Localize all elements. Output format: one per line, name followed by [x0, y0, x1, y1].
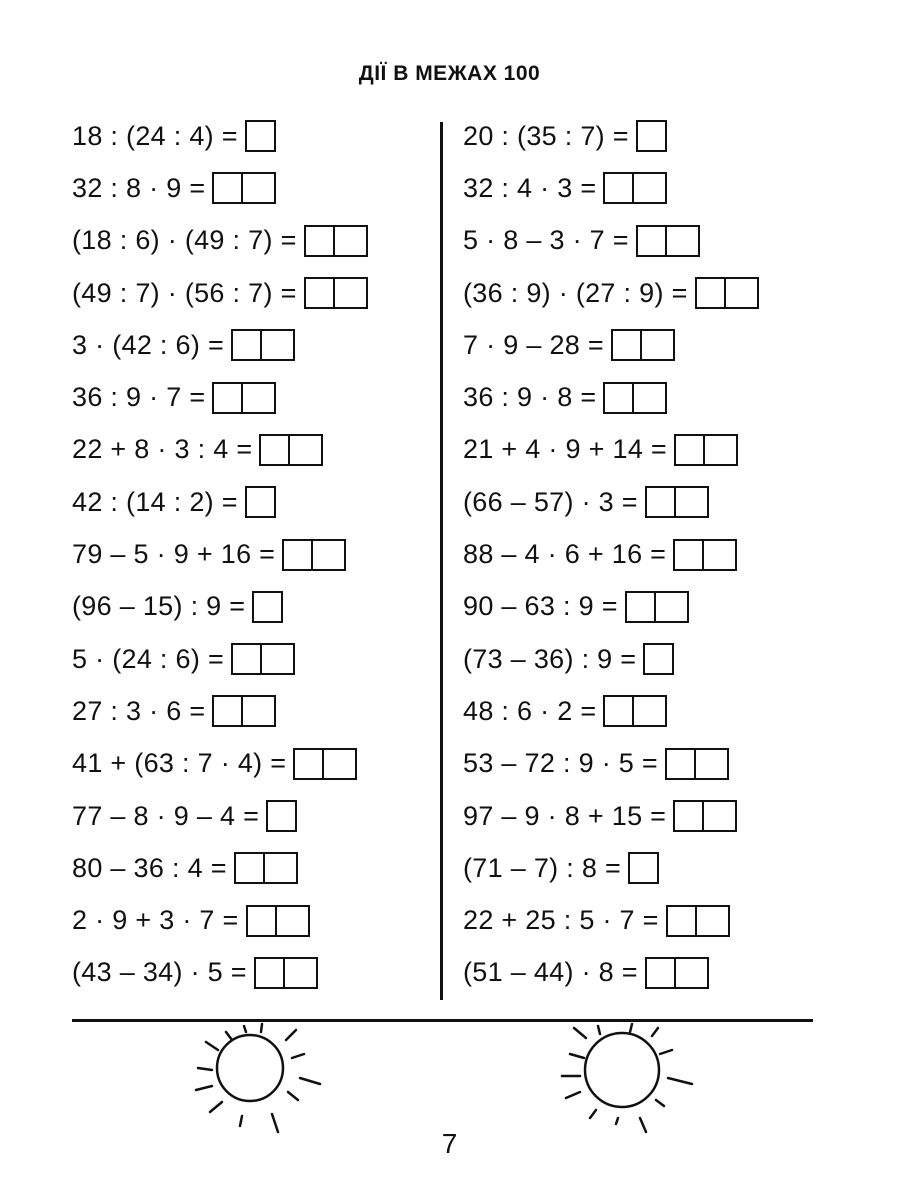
exercise-expression: 36 : 9 · 8 = — [463, 382, 597, 413]
exercise-expression: 48 : 6 · 2 = — [463, 695, 597, 726]
answer-digit-box[interactable] — [676, 486, 709, 518]
sun-icon — [188, 1020, 328, 1140]
answer-digit-box[interactable] — [645, 957, 676, 989]
answer-digit-box[interactable] — [695, 277, 726, 309]
exercise-row — [463, 319, 759, 371]
answer-digit-box[interactable] — [603, 172, 634, 204]
answer-digit-box[interactable] — [628, 852, 659, 884]
answer-digit-box[interactable] — [634, 382, 667, 414]
answer-digit-box[interactable] — [304, 277, 335, 309]
answer-boxes — [266, 800, 297, 832]
answer-digit-box[interactable] — [335, 277, 368, 309]
exercise-expression: (36 : 9) · (27 : 9) = — [463, 277, 688, 308]
exercise-expression: 3 · (42 : 6) = — [72, 329, 225, 360]
answer-digit-box[interactable] — [674, 434, 705, 466]
exercise-expression: 22 + 25 : 5 · 7 = — [463, 905, 659, 936]
answer-boxes — [212, 172, 276, 204]
exercise-expression: 22 + 8 · 3 : 4 = — [72, 434, 253, 465]
answer-digit-box[interactable] — [231, 329, 262, 361]
exercise-row — [463, 476, 759, 528]
exercise-expression: 53 – 72 : 9 · 5 = — [463, 748, 658, 779]
answer-digit-box[interactable] — [262, 329, 295, 361]
answer-boxes — [625, 591, 689, 623]
exercise-expression: (96 – 15) : 9 = — [72, 591, 246, 622]
answer-digit-box[interactable] — [726, 277, 759, 309]
answer-digit-box[interactable] — [212, 382, 243, 414]
answer-boxes — [252, 591, 283, 623]
exercise-row — [463, 947, 759, 999]
answer-boxes — [259, 434, 323, 466]
exercise-row — [72, 738, 368, 790]
exercise-row — [463, 424, 759, 476]
exercise-expression: 27 : 3 · 6 = — [72, 695, 206, 726]
answer-boxes — [212, 382, 276, 414]
exercise-expression: 5 · (24 : 6) = — [72, 643, 225, 674]
answer-digit-box[interactable] — [234, 852, 265, 884]
answer-digit-box[interactable] — [634, 172, 667, 204]
answer-digit-box[interactable] — [282, 539, 313, 571]
answer-digit-box[interactable] — [676, 957, 709, 989]
answer-digit-box[interactable] — [704, 800, 737, 832]
right-exercise-column — [463, 110, 759, 999]
answer-boxes — [304, 277, 368, 309]
answer-boxes — [231, 643, 295, 675]
answer-boxes — [636, 120, 667, 152]
answer-digit-box[interactable] — [335, 225, 368, 257]
answer-boxes — [673, 539, 737, 571]
answer-digit-box[interactable] — [666, 905, 697, 937]
exercise-expression: 97 – 9 · 8 + 15 = — [463, 800, 667, 831]
answer-boxes — [246, 905, 310, 937]
answer-digit-box[interactable] — [212, 172, 243, 204]
exercise-expression: 21 + 4 · 9 + 14 = — [463, 434, 668, 465]
exercise-row — [72, 267, 368, 319]
exercise-row — [463, 842, 759, 894]
answer-digit-box[interactable] — [243, 695, 276, 727]
answer-digit-box[interactable] — [697, 905, 730, 937]
exercise-row — [463, 215, 759, 267]
exercise-row — [463, 790, 759, 842]
exercise-row — [463, 371, 759, 423]
bottom-rule — [72, 1019, 813, 1022]
answer-digit-box[interactable] — [665, 748, 696, 780]
exercise-row — [463, 528, 759, 580]
exercise-row — [72, 842, 368, 894]
exercise-row — [463, 685, 759, 737]
answer-boxes — [673, 800, 737, 832]
exercise-row — [72, 476, 368, 528]
answer-digit-box[interactable] — [254, 957, 285, 989]
answer-boxes — [245, 120, 276, 152]
answer-digit-box[interactable] — [611, 329, 642, 361]
answer-digit-box[interactable] — [243, 172, 276, 204]
answer-digit-box[interactable] — [212, 695, 243, 727]
exercise-expression: (51 – 44) · 8 = — [463, 957, 638, 988]
answer-digit-box[interactable] — [277, 905, 310, 937]
exercise-expression: 80 – 36 : 4 = — [72, 852, 227, 883]
exercise-expression: 7 · 9 – 28 = — [463, 329, 604, 360]
answer-digit-box[interactable] — [245, 120, 276, 152]
answer-digit-box[interactable] — [705, 434, 738, 466]
answer-boxes — [304, 225, 368, 257]
answer-digit-box[interactable] — [313, 539, 346, 571]
exercise-row — [72, 947, 368, 999]
answer-digit-box[interactable] — [285, 957, 318, 989]
exercise-expression: 42 : (14 : 2) = — [72, 486, 238, 517]
exercise-row — [72, 110, 368, 162]
answer-digit-box[interactable] — [656, 591, 689, 623]
answer-digit-box[interactable] — [246, 905, 277, 937]
answer-digit-box[interactable] — [667, 225, 700, 257]
exercise-row — [463, 110, 759, 162]
answer-digit-box[interactable] — [265, 852, 298, 884]
answer-boxes — [636, 225, 700, 257]
answer-digit-box[interactable] — [645, 486, 676, 518]
exercise-expression: (49 : 7) · (56 : 7) = — [72, 277, 297, 308]
exercise-expression: 36 : 9 · 7 = — [72, 382, 206, 413]
exercise-row — [72, 581, 368, 633]
exercise-row — [72, 633, 368, 685]
answer-boxes — [695, 277, 759, 309]
exercise-expression: (71 – 7) : 8 = — [463, 852, 622, 883]
sun-icon — [560, 1020, 700, 1140]
answer-digit-box[interactable] — [643, 643, 674, 675]
exercise-row — [72, 371, 368, 423]
answer-digit-box[interactable] — [293, 748, 324, 780]
exercise-expression: 2 · 9 + 3 · 7 = — [72, 905, 239, 936]
exercise-row — [463, 738, 759, 790]
exercise-expression: 88 – 4 · 6 + 16 = — [463, 539, 667, 570]
answer-boxes — [611, 329, 675, 361]
exercise-expression: 77 – 8 · 9 – 4 = — [72, 800, 260, 831]
left-exercise-column — [72, 110, 368, 999]
column-divider — [440, 122, 443, 1000]
answer-boxes — [231, 329, 295, 361]
answer-boxes — [245, 486, 276, 518]
exercise-expression: 20 : (35 : 7) = — [463, 120, 629, 151]
exercise-row — [72, 424, 368, 476]
answer-boxes — [643, 643, 674, 675]
exercise-row — [72, 894, 368, 946]
answer-digit-box[interactable] — [259, 434, 290, 466]
answer-digit-box[interactable] — [704, 539, 737, 571]
answer-digit-box[interactable] — [243, 382, 276, 414]
answer-boxes — [645, 486, 709, 518]
answer-boxes — [603, 695, 667, 727]
answer-boxes — [234, 852, 298, 884]
page-title: ДІЇ В МЕЖАХ 100 — [358, 62, 541, 85]
exercise-row — [463, 894, 759, 946]
answer-boxes — [666, 905, 730, 937]
answer-digit-box[interactable] — [696, 748, 729, 780]
exercise-expression: 32 : 4 · 3 = — [463, 172, 597, 203]
exercise-expression: 18 : (24 : 4) = — [72, 120, 238, 151]
exercise-expression: 5 · 8 – 3 · 7 = — [463, 225, 629, 256]
answer-boxes — [254, 957, 318, 989]
answer-boxes — [282, 539, 346, 571]
answer-digit-box[interactable] — [636, 225, 667, 257]
answer-digit-box[interactable] — [231, 643, 262, 675]
exercise-expression: 90 – 63 : 9 = — [463, 591, 618, 622]
exercise-row — [72, 790, 368, 842]
answer-boxes — [293, 748, 357, 780]
exercise-row — [463, 267, 759, 319]
exercise-expression: (73 – 36) : 9 = — [463, 643, 637, 674]
exercise-row — [463, 162, 759, 214]
answer-boxes — [212, 695, 276, 727]
answer-digit-box[interactable] — [603, 382, 634, 414]
answer-boxes — [645, 957, 709, 989]
answer-digit-box[interactable] — [636, 120, 667, 152]
exercise-row — [72, 319, 368, 371]
exercise-row — [72, 528, 368, 580]
answer-digit-box[interactable] — [642, 329, 675, 361]
exercise-expression: 41 + (63 : 7 · 4) = — [72, 748, 287, 779]
answer-digit-box[interactable] — [634, 695, 667, 727]
answer-boxes — [674, 434, 738, 466]
answer-digit-box[interactable] — [252, 591, 283, 623]
exercise-row — [72, 685, 368, 737]
page-number: 7 — [441, 1128, 458, 1159]
answer-digit-box[interactable] — [304, 225, 335, 257]
exercise-row — [72, 215, 368, 267]
answer-digit-box[interactable] — [603, 695, 634, 727]
answer-digit-box[interactable] — [245, 486, 276, 518]
exercise-expression: (43 – 34) · 5 = — [72, 957, 247, 988]
exercise-expression: 32 : 8 · 9 = — [72, 172, 206, 203]
exercise-expression: 79 – 5 · 9 + 16 = — [72, 539, 276, 570]
exercise-row — [463, 633, 759, 685]
answer-digit-box[interactable] — [673, 800, 704, 832]
exercise-expression: (66 – 57) · 3 = — [463, 486, 638, 517]
answer-boxes — [603, 172, 667, 204]
answer-boxes — [628, 852, 659, 884]
exercise-row — [463, 581, 759, 633]
exercise-row — [72, 162, 368, 214]
answer-digit-box[interactable] — [673, 539, 704, 571]
answer-boxes — [665, 748, 729, 780]
exercise-expression: (18 : 6) · (49 : 7) = — [72, 225, 297, 256]
answer-digit-box[interactable] — [324, 748, 357, 780]
answer-digit-box[interactable] — [266, 800, 297, 832]
answer-digit-box[interactable] — [262, 643, 295, 675]
answer-digit-box[interactable] — [290, 434, 323, 466]
answer-digit-box[interactable] — [625, 591, 656, 623]
answer-boxes — [603, 382, 667, 414]
